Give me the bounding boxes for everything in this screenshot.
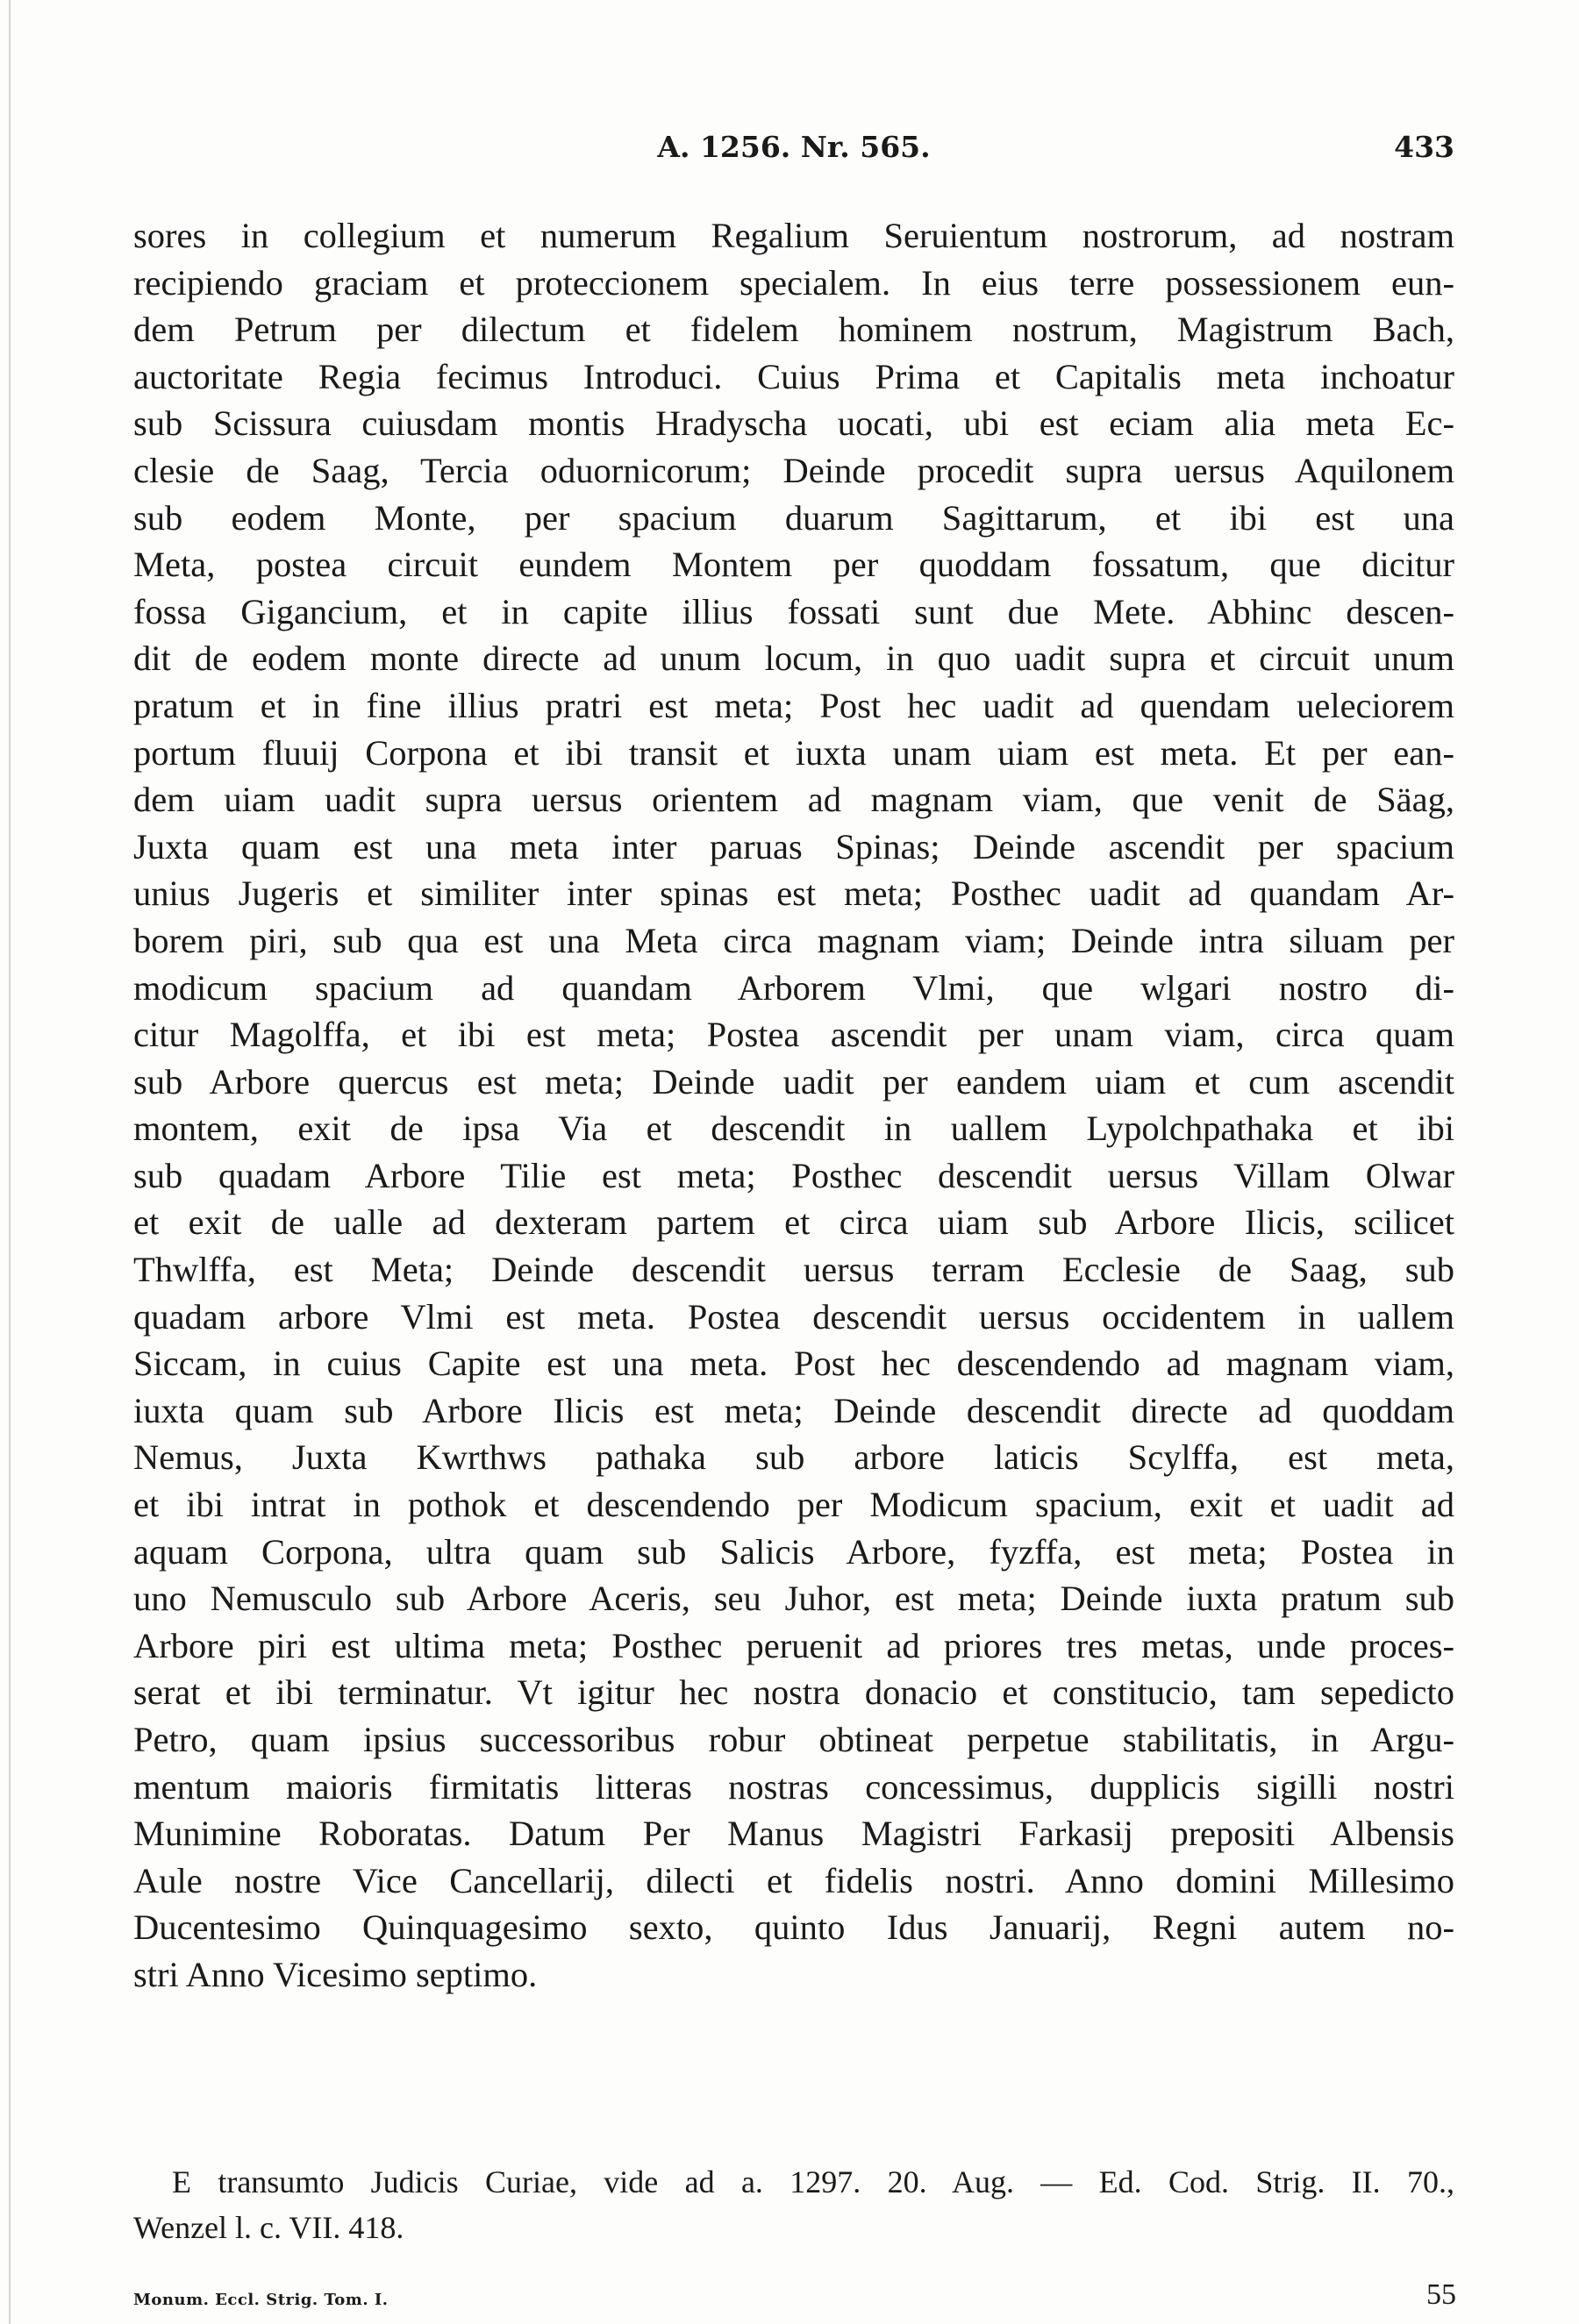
text-line: borem piri, sub qua est una Meta circa magnam viam; Deinde intra siluam per — [133, 920, 1454, 960]
text-line: dem uiam uadit supra uersus orientem ad magnam viam, que venit de Säag, — [133, 780, 1454, 820]
text-line: Thwlffa, est Meta; Deinde descendit uersus terram Ecclesie de Saag, sub — [133, 1250, 1454, 1290]
text-line: sub Scissura cuiusdam montis Hradyscha uocati, ubi est eciam alia meta Ec- — [133, 403, 1454, 444]
text-line: sub Arbore quercus est meta; Deinde uadit per eandem uiam et cum ascendit — [133, 1061, 1454, 1101]
text-line: Nemus, Juxta Kwrthws pathaka sub arbore laticis Scylffa, est meta, — [133, 1437, 1454, 1478]
text-line: aquam Corpona, ultra quam sub Salicis Arbore, fyzffa, est meta; Postea in — [133, 1531, 1454, 1572]
source-note-line-2: Wenzel l. c. VII. 418. — [133, 2210, 404, 2245]
text-line: serat et ibi terminatur. Vt igitur hec nostra donacio et constitucio, tam sepedicto — [133, 1672, 1454, 1713]
scan-edge-line — [9, 0, 11, 2324]
text-line: Siccam, in cuius Capite est una meta. Post hec descendendo ad magnam viam, — [133, 1344, 1454, 1384]
text-line: unius Jugeris et similiter inter spinas est meta; Posthec uadit ad quandam Ar- — [133, 873, 1454, 914]
text-line: Arbore piri est ultima meta; Posthec peruenit ad priores tres metas, unde proces- — [133, 1625, 1454, 1665]
text-line: iuxta quam sub Arbore Ilicis est meta; Deinde descendit directe ad quoddam — [133, 1390, 1454, 1430]
text-line: portum fluuij Corpona et ibi transit et iuxta unam uiam est meta. Et per ean- — [133, 732, 1454, 773]
text-line: citur Magolffa, et ibi est meta; Postea ascendit per unam viam, circa quam — [133, 1015, 1454, 1055]
text-line: montem, exit de ipsa Via et descendit in uallem Lypolchpathaka et ibi — [133, 1109, 1454, 1149]
text-line: sores in collegium et numerum Regalium Seruientum nostrorum, ad nostram — [133, 216, 1454, 255]
text-line: pratum et in fine illius pratri est meta; Post hec uadit ad quendam ueleciorem — [133, 685, 1454, 725]
text-line: recipiendo graciam et proteccionem specialem. In eius terre possessionem eun- — [133, 262, 1454, 303]
text-line: modicum spacium ad quandam Arborem Vlmi, que wlgari nostro di- — [133, 967, 1454, 1008]
text-line: uno Nemusculo sub Arbore Aceris, seu Juhor, est meta; Deinde iuxta pratum sub — [133, 1579, 1454, 1619]
text-line: mentum maioris firmitatis litteras nostras concessimus, dupplicis sigilli nostri — [133, 1766, 1454, 1807]
text-line: dit de eodem monte directe ad unum locum, in quo uadit supra et circuit unum — [133, 638, 1454, 679]
text-line: quadam arbore Vlmi est meta. Postea descendit uersus occidentem in uallem — [133, 1296, 1454, 1337]
text-line: et exit de ualle ad dexteram partem et circa uiam sub Arbore Ilicis, scilicet — [133, 1202, 1454, 1243]
sheet-number: 55 — [1426, 2278, 1456, 2311]
text-line: Meta, postea circuit eundem Montem per quoddam fossatum, que dicitur — [133, 545, 1454, 585]
text-line: Ducentesimo Quinquagesimo sexto, quinto Idus Januarij, Regni autem no- — [133, 1907, 1454, 1948]
charter-text — [133, 212, 1454, 1999]
running-head: A. 1256. Nr. 565. — [657, 130, 931, 164]
text-line: clesie de Saag, Tercia oduornicorum; Deinde procedit supra uersus Aquilonem — [133, 450, 1454, 490]
text-line: auctoritate Regia fecimus Introduci. Cuius Prima et Capitalis meta inchoatur — [133, 356, 1454, 396]
text-line: Munimine Roboratas. Datum Per Manus Magistri Farkasij prepositi Albensis — [133, 1814, 1454, 1854]
source-note-line-1: E transumto Judicis Curiae, vide ad a. 1297. 20. Aug. — Ed. Cod. Strig. II. 70., — [172, 2164, 1454, 2199]
page-header — [133, 130, 1454, 174]
signature-mark: Monum. Eccl. Strig. Tom. I. — [133, 2291, 389, 2309]
text-line: sub quadam Arbore Tilie est meta; Posthec descendit uersus Villam Olwar — [133, 1155, 1454, 1195]
text-line: Petro, quam ipsius successoribus robur obtineat perpetue stabilitatis, in Argu- — [133, 1720, 1454, 1759]
text-line: fossa Gigancium, et in capite illius fossati sunt due Mete. Abhinc descen- — [133, 591, 1454, 631]
page-number: 433 — [1394, 130, 1454, 164]
text-line: dem Petrum per dilectum et fidelem hominem nostrum, Magistrum Bach, — [133, 310, 1454, 350]
text-line: Aule nostre Vice Cancellarij, dilecti et fidelis nostri. Anno domini Millesimo — [133, 1860, 1454, 1900]
text-line: Juxta quam est una meta inter paruas Spinas; Deinde ascendit per spacium — [133, 826, 1454, 866]
text-line: sub eodem Monte, per spacium duarum Sagittarum, et ibi est una — [133, 497, 1454, 538]
source-note — [133, 2159, 1454, 2250]
text-line: stri Anno Vicesimo septimo. — [133, 1954, 538, 1994]
text-line: et ibi intrat in pothok et descendendo per Modicum spacium, exit et uadit ad — [133, 1485, 1454, 1525]
